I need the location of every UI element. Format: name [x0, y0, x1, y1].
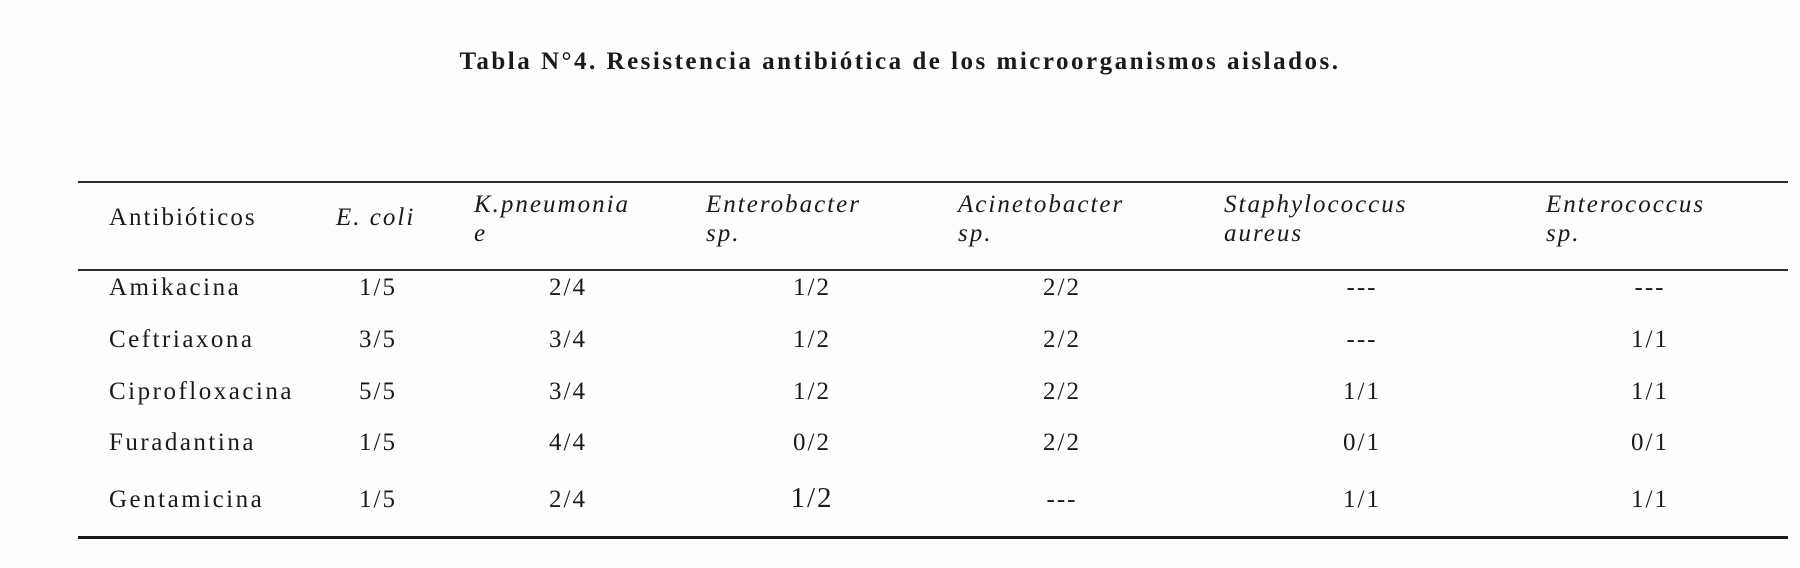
cell-enterococcus: 1/1 — [1631, 326, 1669, 353]
cell-acinetobacter: 2/2 — [1043, 378, 1081, 405]
header-label: K.pneumonia — [474, 191, 631, 218]
header-staphylococcus — [1224, 190, 1408, 248]
cell-e-coli: 1/5 — [359, 486, 397, 513]
header-e-coli — [336, 203, 415, 232]
header-label: Acinetobacter — [958, 191, 1125, 218]
header-enterobacter — [706, 190, 861, 248]
row-antibiotic: Gentamicina — [109, 486, 265, 513]
header-label-line2: sp. — [958, 220, 993, 247]
cell-enterococcus: 1/1 — [1631, 486, 1669, 513]
table-bottom-rule — [78, 536, 1788, 539]
cell-acinetobacter: 2/2 — [1043, 429, 1081, 456]
header-label-line2: aureus — [1224, 220, 1304, 247]
header-antibioticos — [109, 203, 257, 232]
cell-enterobacter: 1/2 — [793, 378, 831, 405]
header-acinetobacter — [958, 190, 1124, 248]
cell-k-pneumoniae: 2/4 — [549, 486, 587, 513]
cell-enterococcus: 0/1 — [1631, 429, 1669, 456]
cell-staphylococcus: 0/1 — [1343, 429, 1381, 456]
header-enterococcus — [1546, 190, 1705, 248]
header-label-line2: sp. — [1546, 220, 1581, 247]
header-label-line2: sp. — [706, 220, 741, 247]
cell-enterococcus: --- — [1634, 274, 1666, 301]
cell-enterobacter: 1/2 — [790, 482, 834, 514]
header-label: Enterobacter — [706, 191, 861, 218]
cell-acinetobacter: --- — [1046, 486, 1078, 513]
cell-e-coli: 1/5 — [359, 429, 397, 456]
cell-e-coli: 3/5 — [359, 326, 397, 353]
cell-staphylococcus: 1/1 — [1343, 378, 1381, 405]
row-antibiotic: Amikacina — [109, 274, 242, 301]
header-label-line2: e — [474, 220, 488, 247]
cell-enterobacter: 1/2 — [793, 326, 831, 353]
cell-staphylococcus: --- — [1346, 274, 1378, 301]
table-top-rule — [78, 181, 1788, 183]
header-k-pneumoniae — [474, 190, 630, 248]
header-rule — [78, 269, 1788, 271]
cell-e-coli: 1/5 — [359, 274, 397, 301]
table-title: Tabla N°4. Resistencia antibiótica de los microorganismos aislados. — [459, 48, 1341, 75]
cell-acinetobacter: 2/2 — [1043, 326, 1081, 353]
cell-e-coli: 5/5 — [359, 378, 397, 405]
cell-k-pneumoniae: 3/4 — [549, 326, 587, 353]
header-label: Staphylococcus — [1224, 191, 1408, 218]
cell-k-pneumoniae: 3/4 — [549, 378, 587, 405]
cell-staphylococcus: --- — [1346, 326, 1378, 353]
cell-k-pneumoniae: 2/4 — [549, 274, 587, 301]
row-antibiotic: Furadantina — [109, 429, 256, 456]
header-label: E. coli — [336, 204, 416, 231]
cell-enterococcus: 1/1 — [1631, 378, 1669, 405]
row-antibiotic: Ceftriaxona — [109, 326, 255, 353]
cell-staphylococcus: 1/1 — [1343, 486, 1381, 513]
row-antibiotic: Ciprofloxacina — [109, 378, 294, 405]
cell-k-pneumoniae: 4/4 — [549, 429, 587, 456]
header-label: Antibióticos — [109, 204, 257, 231]
cell-enterobacter: 1/2 — [793, 274, 831, 301]
cell-enterobacter: 0/2 — [793, 429, 831, 456]
header-label: Enterococcus — [1546, 191, 1706, 218]
cell-acinetobacter: 2/2 — [1043, 274, 1081, 301]
